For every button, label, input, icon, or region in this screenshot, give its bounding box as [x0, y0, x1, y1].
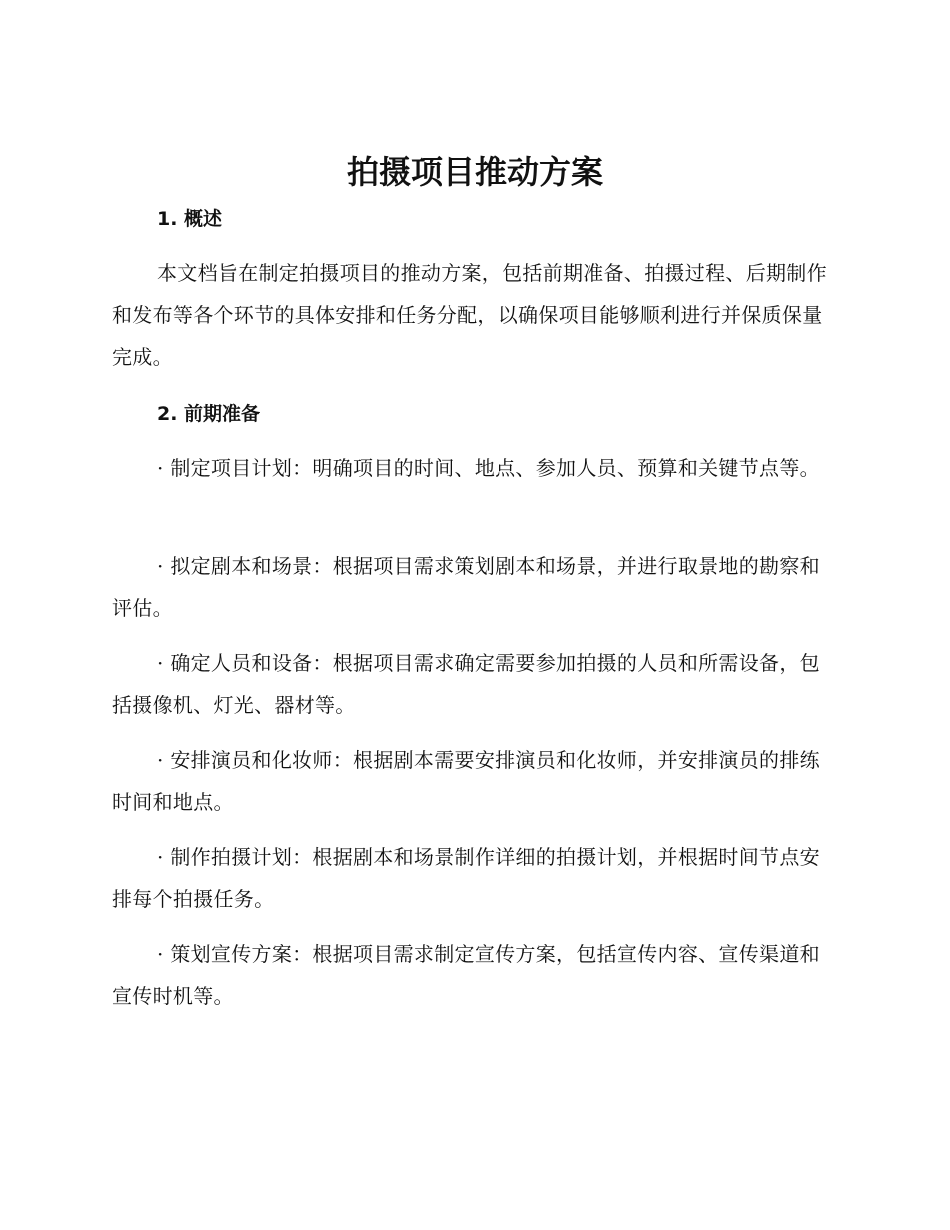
section-heading-preparation: 2. 前期准备	[157, 403, 261, 425]
bullet-item: · 策划宣传方案：根据项目需求制定宣传方案，包括宣传内容、宣传渠道和宣传时机等。	[112, 942, 820, 1008]
document-title: 拍摄项目推动方案	[346, 153, 603, 191]
bullet-item: · 安排演员和化妆师：根据剧本需要安排演员和化妆师，并安排演员的排练时间和地点。	[112, 748, 820, 814]
bullet-item: · 制作拍摄计划：根据剧本和场景制作详细的拍摄计划，并根据时间节点安排每个拍摄任务。	[112, 845, 820, 911]
overview-paragraph: 本文档旨在制定拍摄项目的推动方案，包括前期准备、拍摄过程、后期制作和发布等各个环节的具体安排和任务分配，以确保项目能够顺利进行并保质保量完成。	[112, 261, 827, 369]
section-heading-overview: 1. 概述	[157, 208, 223, 230]
bullet-item: · 确定人员和设备：根据项目需求确定需要参加拍摄的人员和所需设备，包括摄像机、灯光、器材等。	[112, 651, 820, 717]
bullet-item: · 制定项目计划：明确项目的时间、地点、参加人员、预算和关键节点等。	[157, 456, 820, 480]
bullet-item: · 拟定剧本和场景：根据项目需求策划剧本和场景，并进行取景地的勘察和评估。	[112, 554, 820, 620]
